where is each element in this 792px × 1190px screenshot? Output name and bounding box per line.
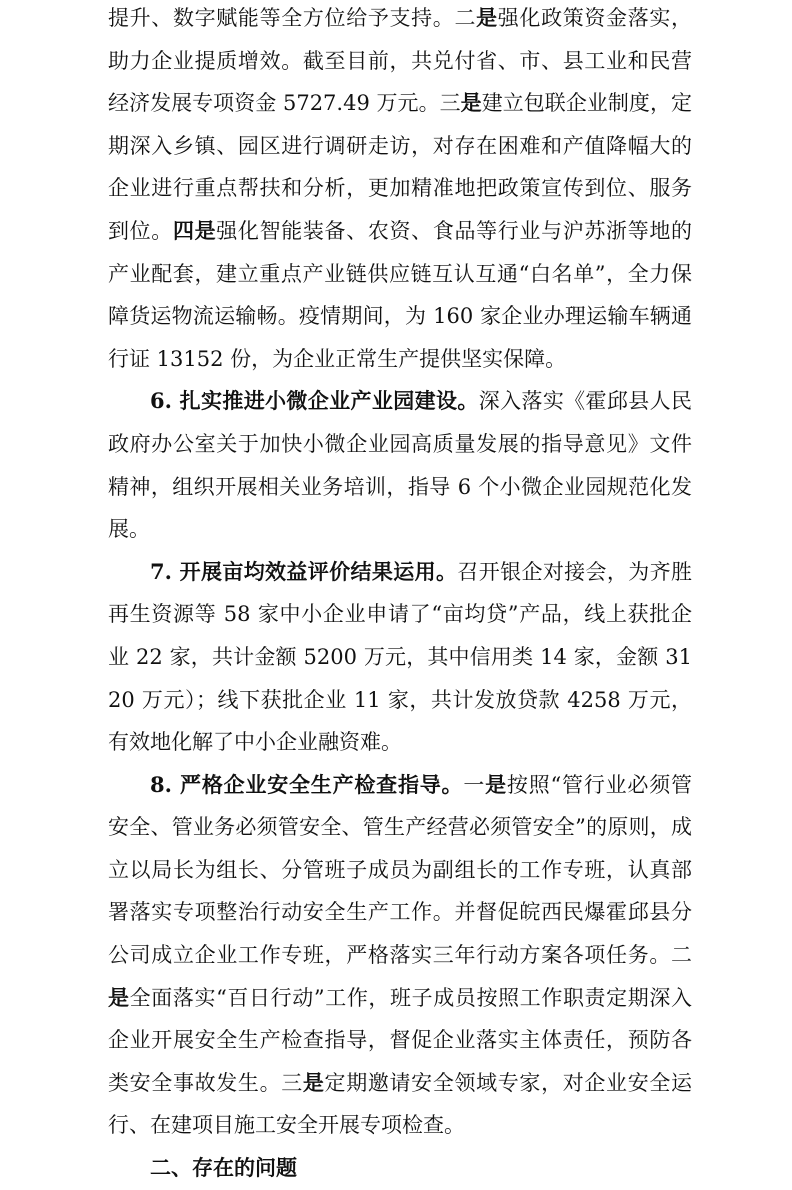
- document-page: [108, 0, 692, 1190]
- paragraph-3: [108, 551, 692, 764]
- text-segment: 一: [463, 772, 486, 797]
- text-segment: 按照“管行业必须管安全、管业务必须管安全、管生产经营必须管安全”的原则，成立以局长为组长、分管班子成员为副组长的工作专班，认真部署落实专项整治行动安全生产工作。并督促皖西民爆霍邱县分公司成立企业工作专班，严格落实三年行动方案各项任务。二: [108, 772, 692, 968]
- text-segment: 强化政策资金落实，助力企业提质增效。截至目前，共兑付省、市、县工业和民营经济发展专项资金 5727.49 万元。三: [108, 6, 693, 116]
- bold-text-segment: 是: [460, 90, 482, 116]
- document-body: [108, 0, 692, 1147]
- text-segment: 强化智能装备、农资、食品等行业与沪苏浙等地的产业配套，建立重点产业链供应链互认互通“白名单”，全力保障货运物流运输畅。疫情期间，为 160 家企业办理运输车辆通行证 13152 份，为企业正常生产提供坚实保障。: [108, 218, 693, 371]
- bold-text-segment: 是: [476, 5, 498, 30]
- paragraph-4: [108, 764, 692, 1147]
- text-segment: 建立包联企业制度，定期深入乡镇、园区进行调研走访，对存在困难和产值降幅大的企业进行重点帮扶和分析，更加精准地把政策宣传到位、服务到位。: [108, 91, 693, 243]
- text-segment: 召开银企对接会，为齐胜再生资源等 58 家中小企业申请了“亩均贷”产品，线上获批企业 22 家，共计金额 5200 万元，其中信用类 14 家，金额 3120 万元）；线下获批企业 11 家，共计发放贷款 4258 万元，有效地化解了中小企业融资难。: [108, 559, 693, 755]
- bold-text-segment: 是: [485, 771, 507, 797]
- bold-text-segment: 8. 严格企业安全生产检查指导。: [150, 771, 464, 797]
- bold-text-segment: 四是: [172, 217, 217, 243]
- text-segment: 提升、数字赋能等全方位给予支持。二: [108, 6, 477, 30]
- bold-text-segment: 是: [302, 1069, 325, 1095]
- section-heading: 二、存在的问题: [150, 1156, 297, 1181]
- paragraph-2: [108, 380, 692, 550]
- bold-text-segment: 7. 开展亩均效益评价结果运用。: [150, 558, 458, 584]
- text-segment: 定期邀请安全领域专家，对企业安全运行、在建项目施工安全开展专项检查。: [108, 1070, 693, 1138]
- text-segment: 深入落实《霍邱县人民政府办公室关于加快小微企业园高质量发展的指导意见》文件精神，组织开展相关业务培训，指导 6 个小微企业园规范化发展。: [108, 389, 693, 542]
- text-segment: 全面落实“百日行动”工作，班子成员按照工作职责定期深入企业开展安全生产检查指导，督促企业落实主体责任，预防各类安全事故发生。三: [108, 985, 692, 1095]
- bold-text-segment: 6. 扎实推进小微企业产业园建设。: [150, 388, 479, 414]
- paragraph-1: [108, 0, 692, 380]
- bold-text-segment: 是: [108, 984, 130, 1010]
